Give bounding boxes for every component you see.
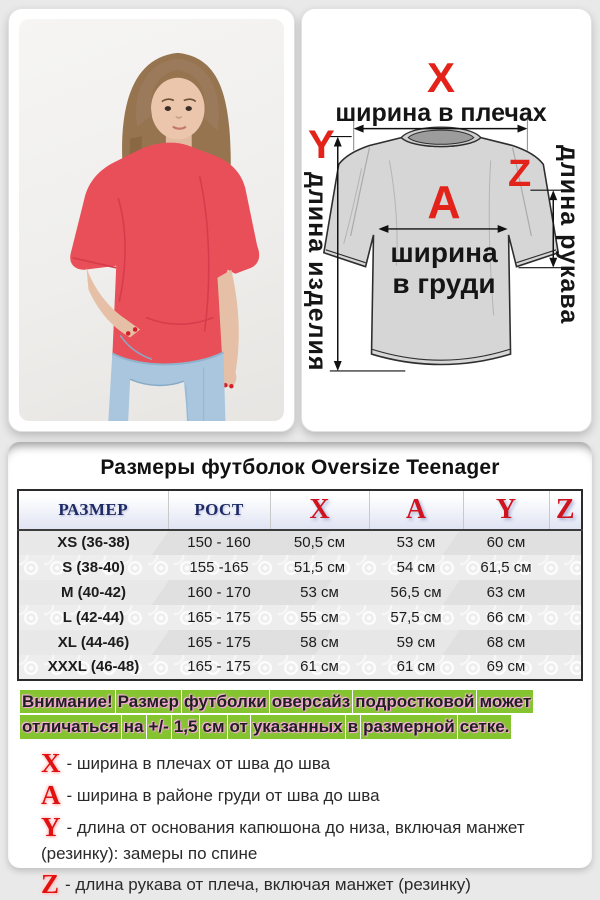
col-header-x: X	[270, 490, 369, 530]
size-warning	[20, 690, 580, 741]
value-cell: 66 см	[486, 608, 526, 626]
diagram-a-label-line2: в груди	[392, 268, 496, 299]
diagram-z-label: длина рукава	[555, 145, 583, 325]
value-cell	[549, 555, 582, 580]
measurement-legend	[8, 748, 592, 899]
value-cell	[549, 580, 582, 605]
model-illustration	[19, 19, 284, 421]
table-row	[18, 605, 582, 630]
value-cell: 165 - 175	[187, 608, 251, 626]
model-photo	[19, 19, 284, 421]
value-cell: 160 - 170	[187, 583, 251, 601]
col-header-y: Y	[463, 490, 549, 530]
legend-item-x	[41, 747, 564, 778]
table-row	[18, 530, 582, 555]
value-cell: 53 см	[300, 583, 339, 601]
legend-text-y: - длина от основания капюшона до низа, включая манжет (резинку): замеры по спине	[41, 817, 525, 863]
diagram-a-label-line1: ширина	[390, 237, 498, 268]
value-cell	[549, 630, 582, 655]
diagram-y-letter: Y	[308, 123, 335, 167]
size-warning-line: Внимание! Размер футболки оверсайз подростковой может	[20, 690, 580, 715]
top-row	[8, 8, 592, 432]
value-cell: 60 см	[486, 534, 526, 551]
value-cell: 57,5 см	[390, 608, 442, 626]
value-cell: 61,5 см	[480, 558, 532, 576]
legend-text-a: - ширина в районе груди от шва до шва	[66, 785, 380, 805]
legend-item-z	[41, 871, 564, 898]
legend-text-x: - ширина в плечах от шва до шва	[66, 753, 331, 773]
value-cell: 150 - 160	[187, 534, 251, 551]
size-info-card	[8, 442, 592, 900]
product-photo-card	[8, 8, 295, 432]
size-warning-line: отличаться на +/- 1,5 см от указанных в размерной сетке.	[20, 715, 580, 740]
col-header-z: Z	[549, 490, 582, 530]
value-cell: 61 см	[396, 658, 436, 675]
table-header-row	[18, 490, 582, 530]
table-row	[18, 630, 582, 655]
value-cell: 69 см	[486, 658, 526, 675]
col-header-size: РАЗМЕР	[18, 490, 168, 530]
size-cell: XXXL (46-48)	[47, 658, 140, 675]
size-cell: XS (36-38)	[57, 534, 130, 551]
legend-text-z: - длина рукава от плеча, включая манжет (резинку)	[65, 875, 471, 895]
legend-letter-x: X	[41, 747, 61, 778]
legend-letter-z: Z	[41, 869, 60, 900]
legend-letter-a: A	[41, 779, 61, 810]
measurement-diagram-card	[301, 8, 592, 432]
legend-item-y	[41, 811, 564, 867]
table-row	[18, 555, 582, 580]
value-cell: 54 см	[396, 558, 436, 576]
legend-letter-y: Y	[41, 811, 61, 842]
legend-item-a	[41, 779, 564, 810]
value-cell	[549, 655, 582, 680]
diagram-a-label	[354, 237, 534, 299]
value-cell	[549, 605, 582, 630]
value-cell: 165 - 175	[187, 633, 251, 651]
value-cell: 68 см	[486, 633, 526, 651]
value-cell: 58 см	[300, 633, 339, 651]
diagram-x-label: ширина в плечах	[335, 99, 547, 127]
value-cell: 61 см	[300, 658, 339, 675]
table-row	[18, 580, 582, 605]
value-cell: 55 см	[300, 608, 339, 626]
value-cell: 165 - 175	[187, 658, 251, 675]
value-cell: 50,5 см	[293, 534, 346, 551]
diagram-z-letter: Z	[508, 153, 532, 195]
value-cell: 155 -165	[189, 558, 249, 576]
size-cell: L (42-44)	[62, 608, 125, 626]
col-header-a: A	[369, 490, 463, 530]
value-cell: 51,5 см	[293, 558, 346, 576]
value-cell: 56,5 см	[390, 583, 442, 601]
value-cell: 63 см	[486, 583, 526, 601]
size-cell: XL (44-46)	[57, 633, 130, 651]
size-cell: S (38-40)	[62, 558, 125, 576]
diagram-y-label: длина изделия	[303, 172, 331, 372]
col-header-height: РОСТ	[168, 490, 270, 530]
size-table	[17, 489, 583, 681]
table-row	[18, 655, 582, 680]
value-cell	[549, 530, 582, 555]
diagram-a-letter: A	[427, 176, 461, 228]
diagram-x-letter: X	[426, 54, 455, 101]
value-cell: 53 см	[396, 534, 436, 551]
page-title: Размеры футболок Oversize Teenager	[100, 456, 500, 479]
value-cell: 59 см	[396, 633, 436, 651]
size-cell: M (40-42)	[60, 583, 127, 601]
